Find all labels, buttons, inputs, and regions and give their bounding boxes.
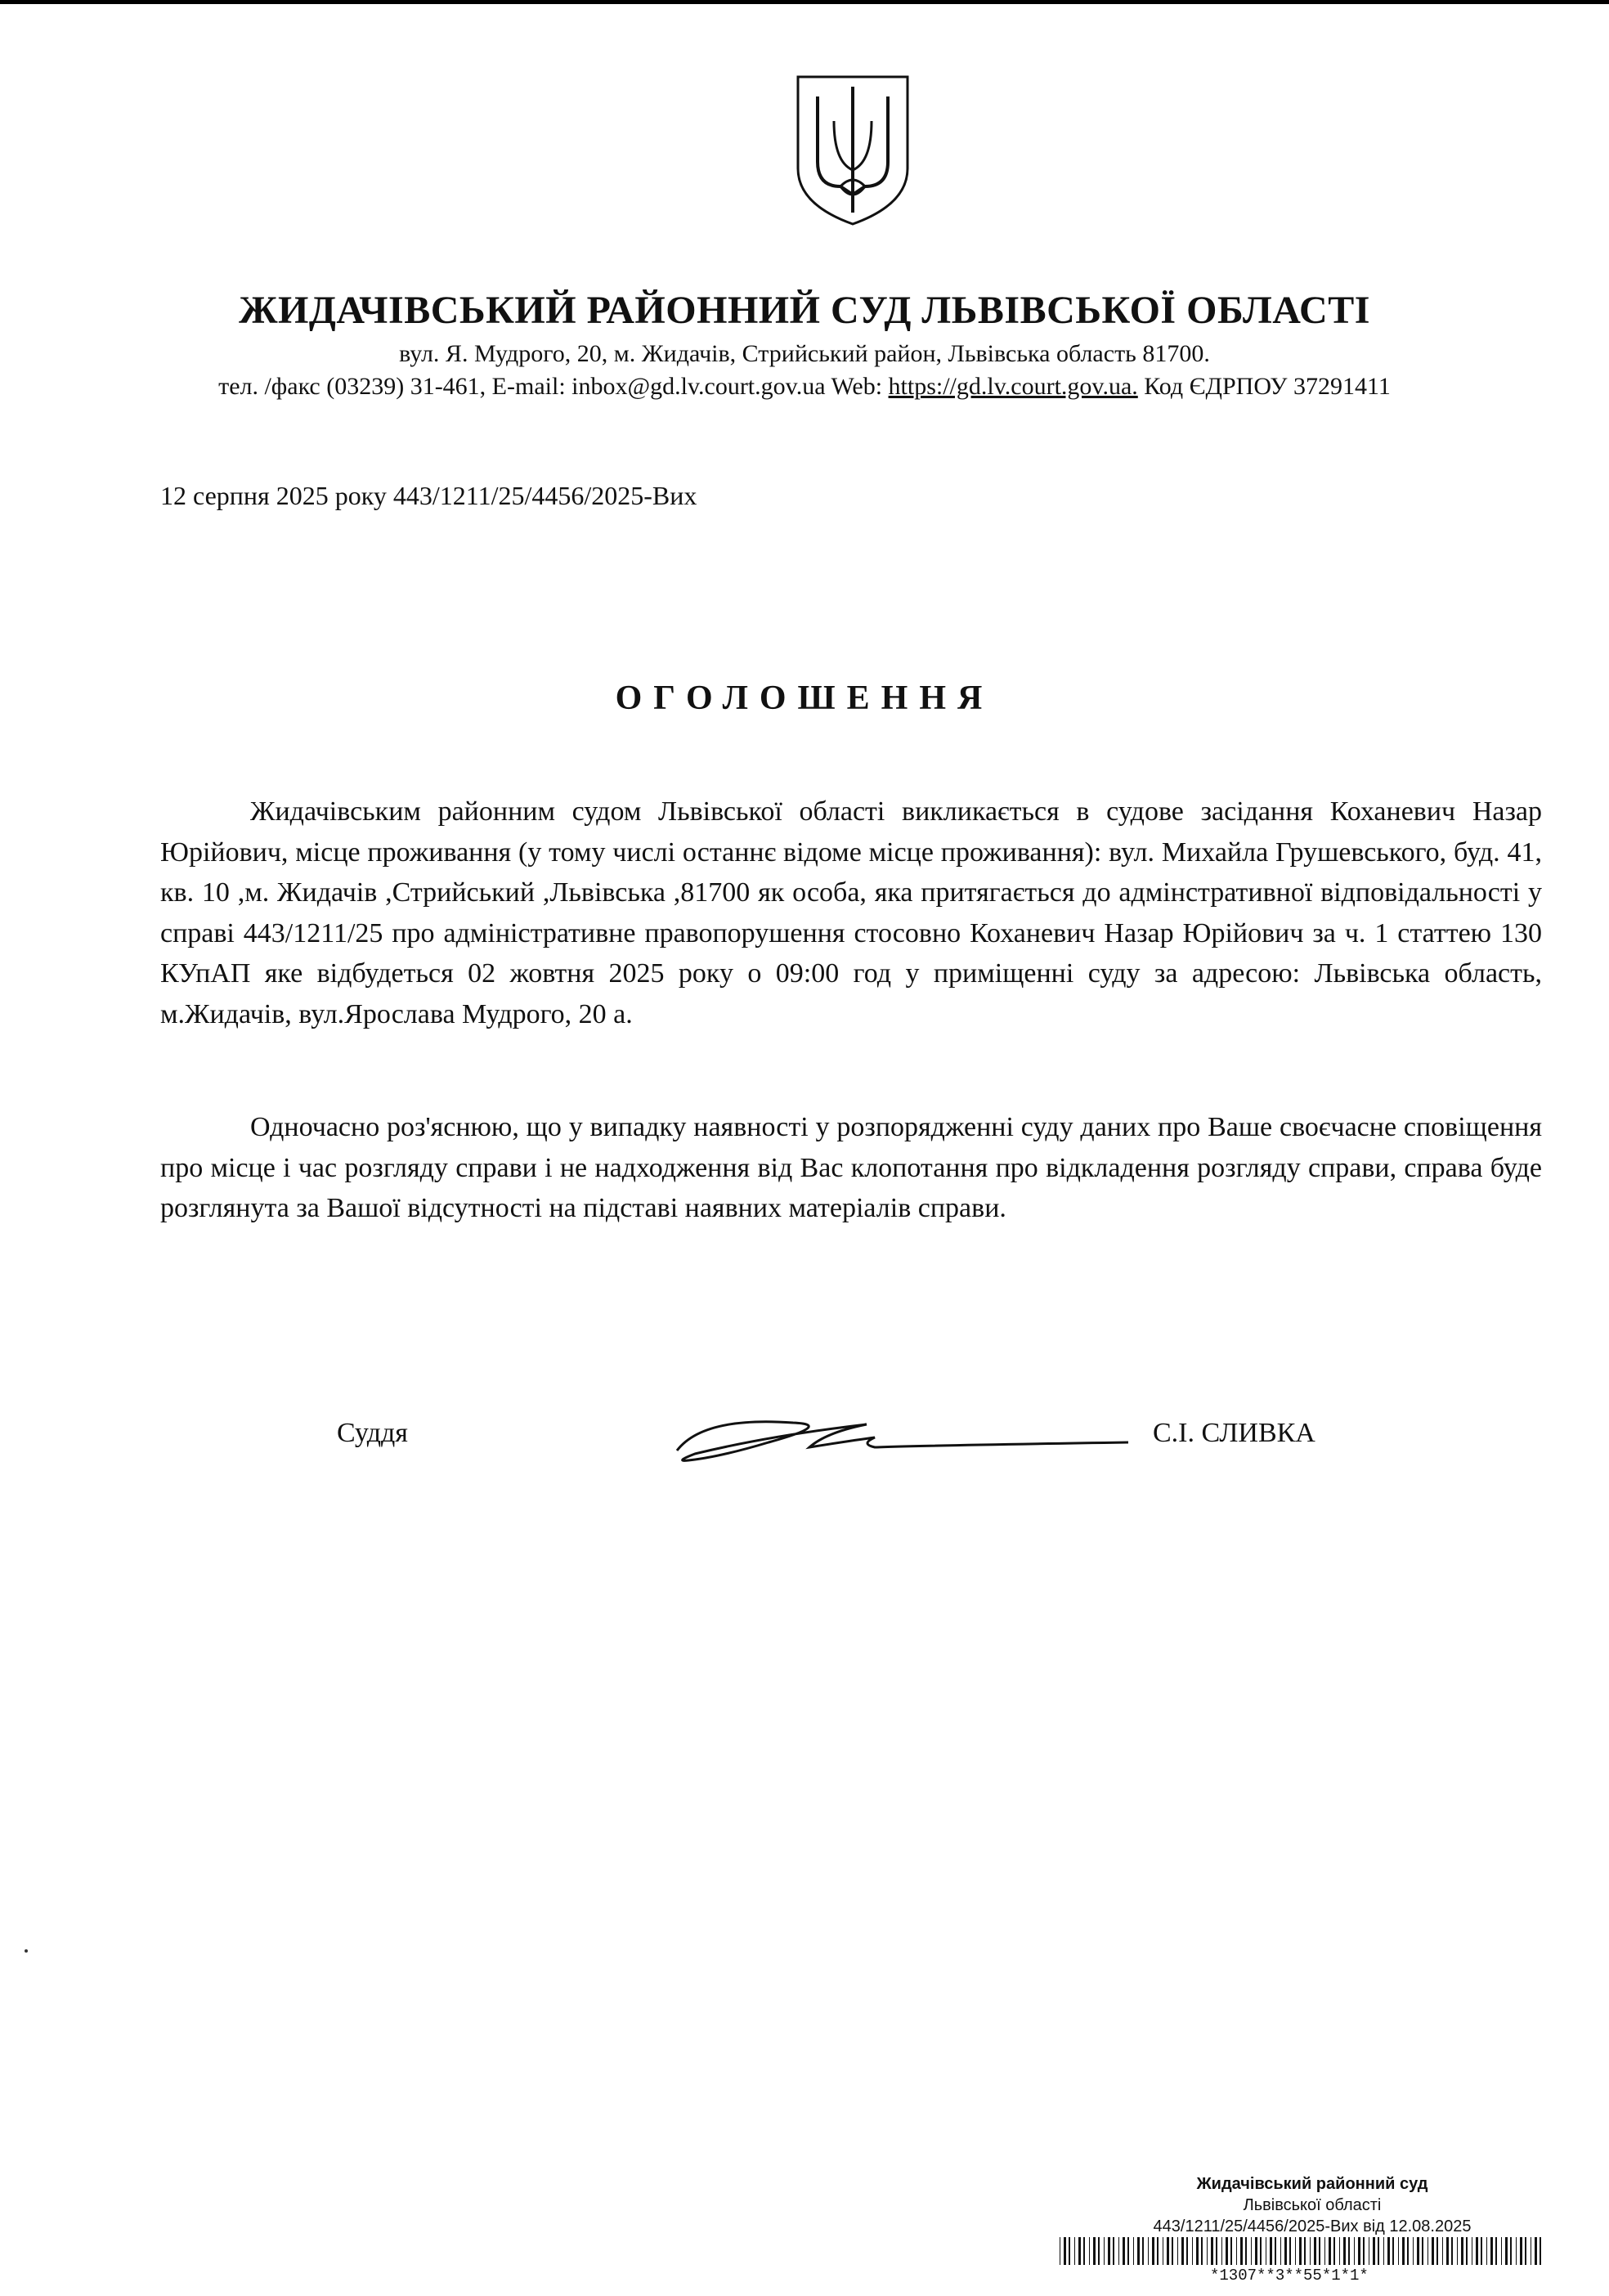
barcode-bar	[1354, 2237, 1355, 2265]
barcode-bar	[1461, 2237, 1463, 2265]
barcode-bar	[1098, 2237, 1100, 2265]
barcode-bar	[1486, 2237, 1487, 2265]
barcode-bar	[1230, 2237, 1232, 2265]
barcode-bar	[1319, 2237, 1320, 2265]
barcode-bar	[1093, 2237, 1096, 2265]
barcode-bar	[1074, 2237, 1075, 2265]
barcode-bar	[1207, 2237, 1208, 2265]
scan-mark	[25, 1949, 28, 1953]
barcode-bar	[1505, 2237, 1508, 2265]
court-contacts	[0, 373, 1609, 401]
barcode-bar	[1436, 2237, 1438, 2265]
barcode-bar	[1516, 2237, 1517, 2265]
barcode-bar	[1069, 2237, 1070, 2265]
barcode-bar	[1177, 2237, 1178, 2265]
barcode-bar	[1535, 2237, 1537, 2265]
barcode-bar	[1192, 2237, 1193, 2265]
barcode-bar	[1510, 2237, 1512, 2265]
barcode-bar	[1392, 2237, 1394, 2265]
barcode-bar	[1363, 2237, 1365, 2265]
court-name: ЖИДАЧІВСЬКИЙ РАЙОННИЙ СУД ЛЬВІВСЬКОЇ ОБЛАСТІ	[239, 289, 1370, 332]
barcode-bar	[1064, 2237, 1066, 2265]
barcode-bar	[1373, 2237, 1375, 2265]
barcode-bar	[1413, 2237, 1414, 2265]
barcode	[1060, 2237, 1542, 2265]
barcode-bar	[1310, 2237, 1311, 2265]
barcode-bar	[1152, 2237, 1154, 2265]
barcode-bar	[1329, 2237, 1331, 2265]
barcode-bar	[1104, 2237, 1105, 2265]
barcode-bar	[1270, 2237, 1272, 2265]
barcode-bar	[1113, 2237, 1114, 2265]
barcode-bar	[1358, 2237, 1360, 2265]
barcode-bar	[1157, 2237, 1159, 2265]
barcode-bar	[1127, 2237, 1129, 2265]
barcode-bar	[1280, 2237, 1281, 2265]
barcode-bar	[1343, 2237, 1346, 2265]
stamp-court-name: Жидачівський районний суд	[1196, 2175, 1428, 2193]
barcode-bar	[1289, 2237, 1291, 2265]
court-website-link[interactable]: https://gd.lv.court.gov.ua.	[888, 373, 1138, 400]
barcode-bar	[1148, 2237, 1149, 2265]
scan-top-border	[0, 0, 1609, 4]
barcode-bar	[1295, 2237, 1296, 2265]
barcode-bar	[1123, 2237, 1125, 2265]
barcode-bar	[1211, 2237, 1213, 2265]
barcode-bar	[1137, 2237, 1140, 2265]
barcode-bar	[1083, 2237, 1085, 2265]
barcode-bar	[1245, 2237, 1247, 2265]
barcode-bar	[1457, 2237, 1458, 2265]
barcode-bar	[1216, 2237, 1217, 2265]
barcode-bar	[1299, 2237, 1302, 2265]
barcode-bar	[1422, 2237, 1423, 2265]
barcode-bar	[1398, 2237, 1399, 2265]
barcode-bar	[1240, 2237, 1243, 2265]
barcode-bar	[1221, 2237, 1222, 2265]
barcode-bar	[1432, 2237, 1434, 2265]
barcode-bar	[1284, 2237, 1287, 2265]
barcode-bar	[1481, 2237, 1482, 2265]
announcement-paragraph-2: Одночасно роз'яснюю, що у випадку наявності у розпорядженні суду даних про Ваше своєчасне сповіщення про місце і час розгляду справи і не надходження від Вас клопотання про відкладення розгляду справи, справа буде розглянута за Вашої відсутності на підставі наявних матеріалів справи.	[160, 1112, 1542, 1223]
barcode-bar	[1540, 2237, 1541, 2265]
contacts-suffix: Код ЄДРПОУ 37291411	[1137, 373, 1391, 400]
barcode-bar	[1407, 2237, 1409, 2265]
barcode-bar	[1089, 2237, 1090, 2265]
barcode-bar	[1236, 2237, 1237, 2265]
barcode-bar	[1324, 2237, 1325, 2265]
document-title: ОГОЛОШЕННЯ	[615, 679, 994, 717]
announcement-paragraph-1: Жидачівським районним судом Львівської області викликається в судове засідання Коханевич Назар Юрійович, місце проживання (у тому числі останнє відоме місце проживання): вул. Михайла Грушевського, буд. 41, кв. 10 ,м. Жидачів ,Стрийський ,Львівська ,81700 як особа, яка притягається до адмінстративної відповідальності у справі 443/1211/25 про адміністративне правопорушення стосовно Коханевич Назар Юрійович за ч. 1 статтею 130 КУпАП яке відбудеться 02 жовтня 2025 року о 09:00 год у приміщенні суду за адресою: Львівська область, м.Жидачів, вул.Ярослава Мудрого, 20 а.	[160, 796, 1542, 1029]
barcode-bar	[1339, 2237, 1340, 2265]
barcode-bar	[1501, 2237, 1502, 2265]
stamp-region: Львівської області	[1243, 2196, 1382, 2214]
barcode-number: *1307**3**55*1*1*	[1210, 2267, 1369, 2285]
barcode-bar	[1383, 2237, 1384, 2265]
barcode-bar	[1451, 2237, 1453, 2265]
contacts-prefix: тел. /факс (03239) 31-461, E-mail: inbox@gd.lv.court.gov.ua Web:	[218, 373, 889, 400]
barcode-bar	[1255, 2237, 1257, 2265]
barcode-bar	[1275, 2237, 1276, 2265]
barcode-bar	[1348, 2237, 1350, 2265]
barcode-bar	[1226, 2237, 1228, 2265]
barcode-bar	[1417, 2237, 1419, 2265]
barcode-bar	[1078, 2237, 1081, 2265]
barcode-bar	[1525, 2237, 1526, 2265]
barcode-bar	[1378, 2237, 1379, 2265]
barcode-bar	[1108, 2237, 1110, 2265]
barcode-bar	[1118, 2237, 1119, 2265]
barcode-bar	[1201, 2237, 1203, 2265]
barcode-bar	[1251, 2237, 1252, 2265]
barcode-bar	[1260, 2237, 1262, 2265]
barcode-bar	[1133, 2237, 1134, 2265]
barcode-bar	[1333, 2237, 1335, 2265]
barcode-bar	[1495, 2237, 1497, 2265]
judge-role-label: Суддя	[337, 1418, 408, 1448]
barcode-bar	[1402, 2237, 1405, 2265]
handwritten-signature	[670, 1400, 1136, 1473]
barcode-bar	[1181, 2237, 1184, 2265]
barcode-bar	[1427, 2237, 1428, 2265]
barcode-bar	[1186, 2237, 1188, 2265]
court-address: вул. Я. Мудрого, 20, м. Жидачів, Стрийський район, Львівська область 81700.	[399, 340, 1210, 367]
barcode-bar	[1304, 2237, 1306, 2265]
barcode-bar	[1520, 2237, 1522, 2265]
barcode-bar	[1314, 2237, 1316, 2265]
document-reference: 12 серпня 2025 року 443/1211/25/4456/2025-Вих	[160, 481, 697, 510]
barcode-bar	[1490, 2237, 1493, 2265]
barcode-bar	[1167, 2237, 1169, 2265]
coat-of-arms-trident-icon	[791, 72, 914, 227]
barcode-bar	[1442, 2237, 1443, 2265]
barcode-bar	[1196, 2237, 1199, 2265]
barcode-bar	[1142, 2237, 1144, 2265]
barcode-bar	[1387, 2237, 1390, 2265]
barcode-bar	[1476, 2237, 1478, 2265]
barcode-bar	[1466, 2237, 1468, 2265]
barcode-bar	[1172, 2237, 1173, 2265]
stamp-registration: 443/1211/25/4456/2025-Вих від 12.08.2025	[1153, 2218, 1472, 2235]
judge-name: С.І. СЛИВКА	[1153, 1418, 1315, 1448]
barcode-bar	[1446, 2237, 1449, 2265]
